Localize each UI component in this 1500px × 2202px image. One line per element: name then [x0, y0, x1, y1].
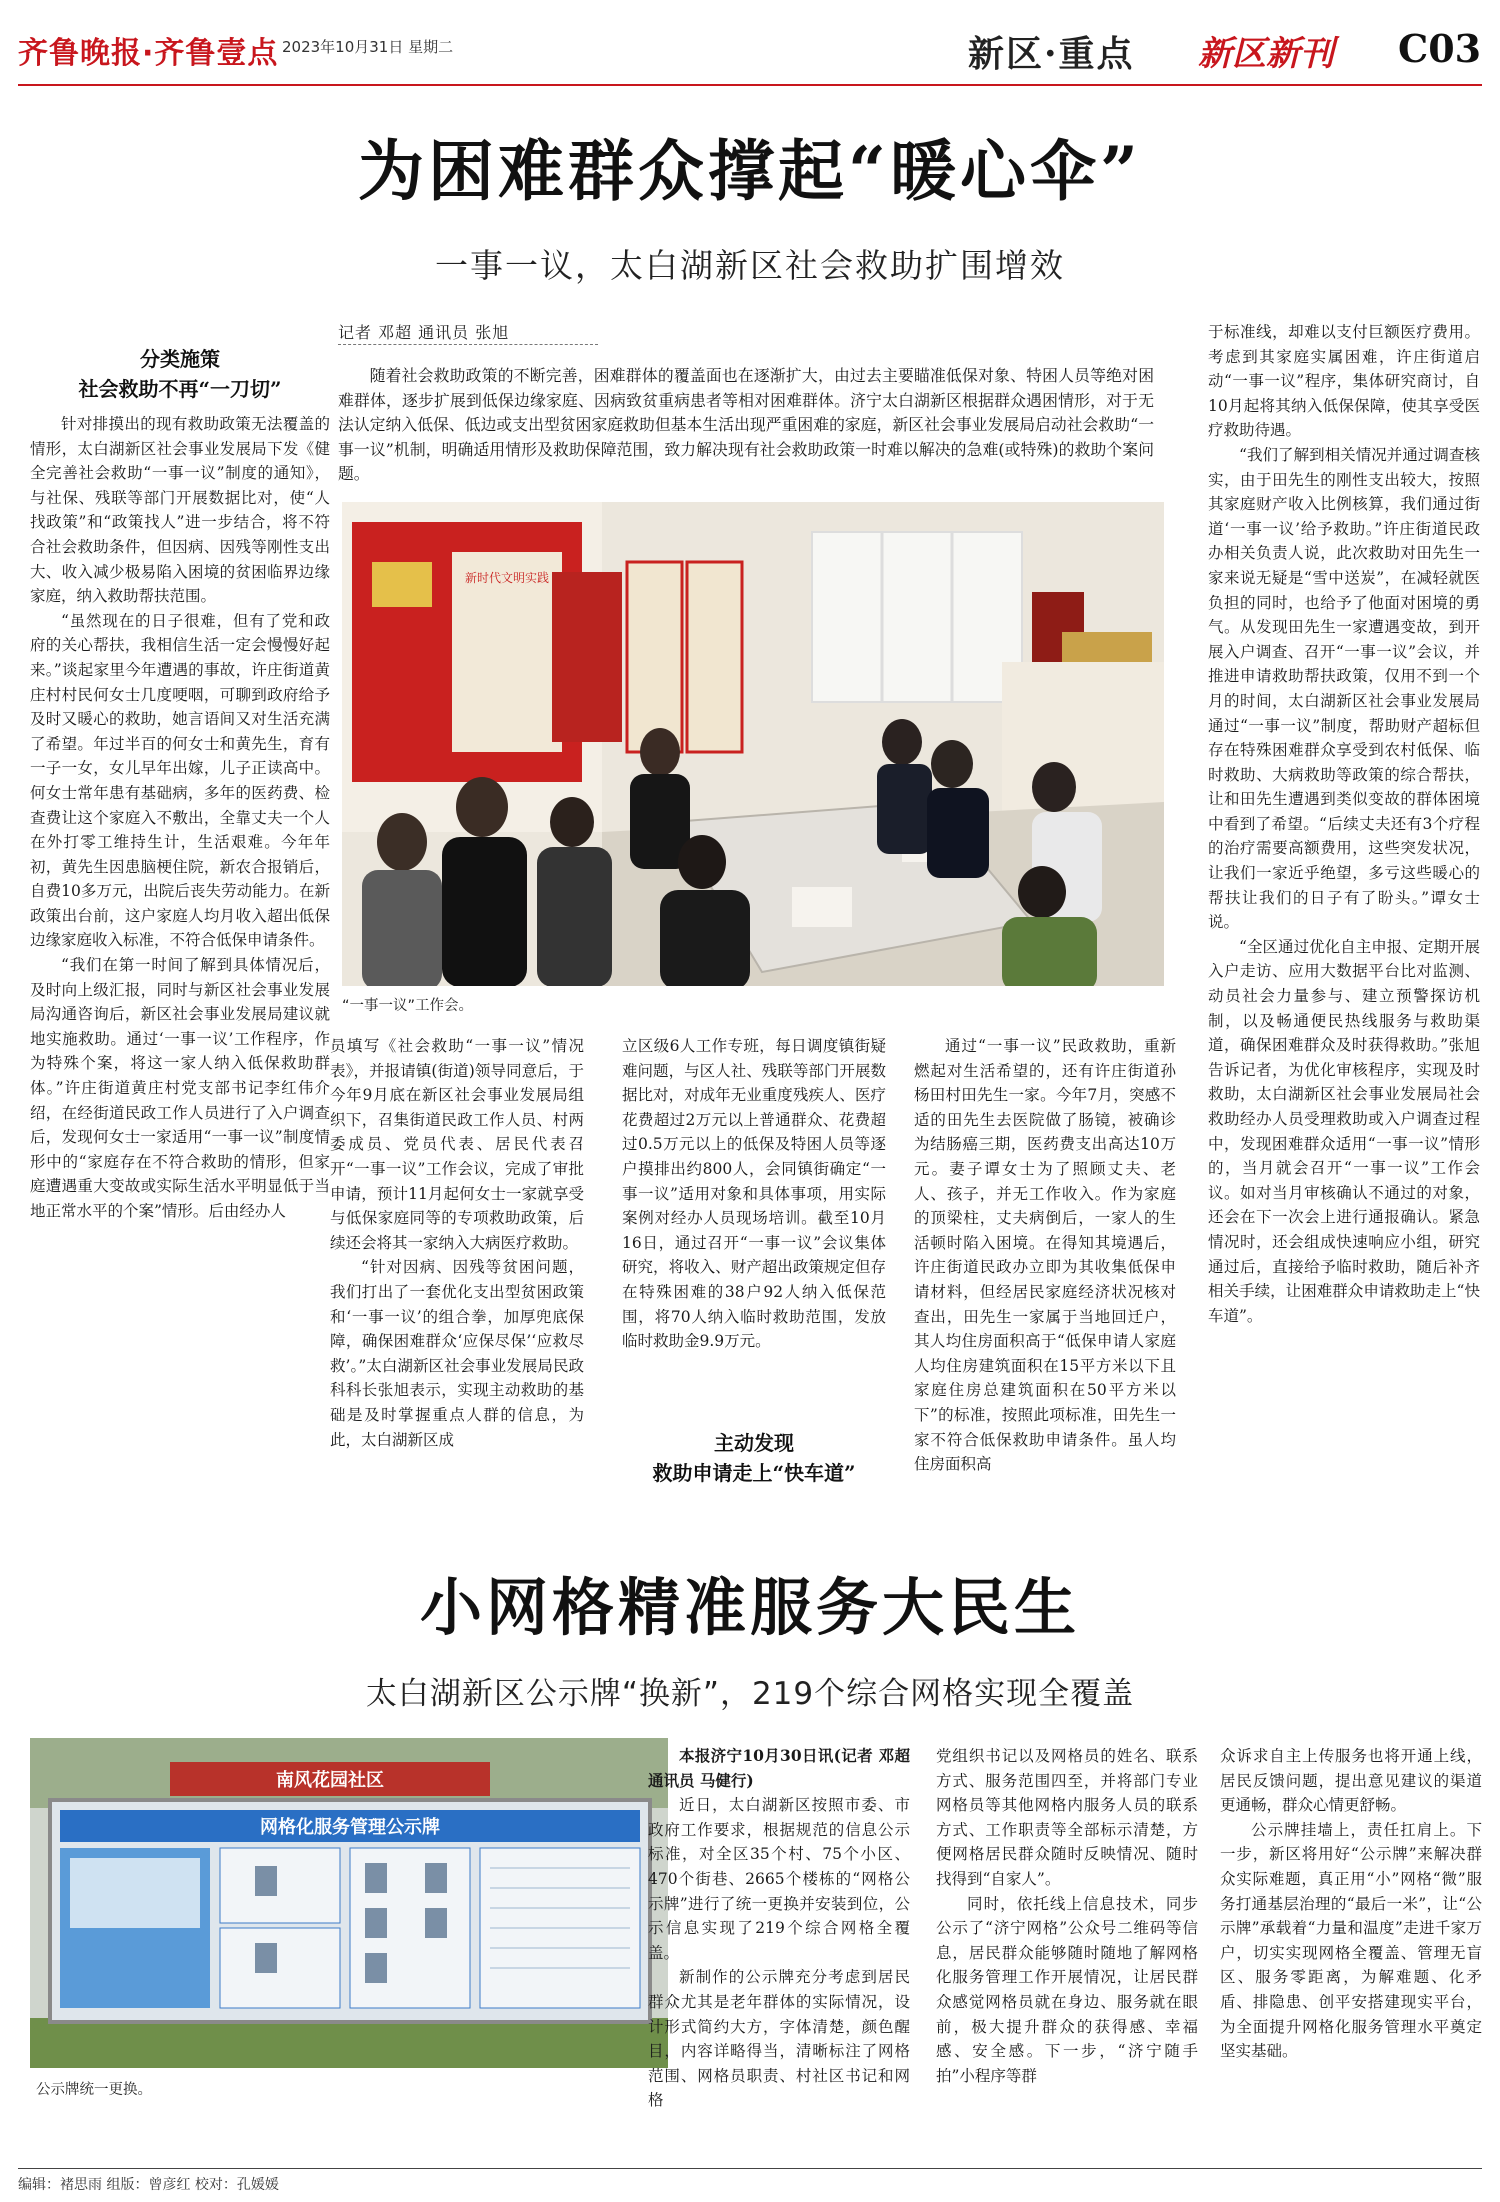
paragraph: 众诉求自主上传服务也将开通上线，居民反馈问题，提出意见建议的渠道更通畅，群众心情更舒畅。 — [1220, 1747, 1482, 1815]
article2-column-3 — [1220, 1744, 1482, 2132]
editor-credits: 编辑：褚思雨 组版：曾彦红 校对：孔媛媛 — [18, 2177, 279, 2193]
article1-subhead-1: 分类施策 社会救助不再“一刀切” — [78, 347, 282, 401]
article1-column-3 — [622, 1034, 886, 1406]
paragraph: 于标准线，却难以支付巨额医疗费用。考虑到其家庭实属困难，许庄街道启动“一事一议”程序，集体研究商讨，自10月起将其纳入低保保障，使其享受医疗救助待遇。 — [1208, 323, 1480, 440]
paragraph: “全区通过优化自主申报、定期开展入户走访、应用大数据平台比对监测、动员社会力量参与、建立预警探访机制，以及畅通便民热线服务与救助渠道，确保困难群众及时获得救助。”张旭告诉记者，为优化审核程序，实现及时救助，太白湖新区社会事业发展局社会救助经办人员受理救助或入户调查过程中，发现困难群众适用“一事一议”情形的，当月就会召开“一事一议”工作会议。如对当月审核确认不通过的对象，还会在下一次会上进行通报确认。紧急情况时，还会组成快速响应小组，研究通过后，直接给予临时救助，随后补齐相关手续，让困难群众申请救助走上“快车道”。 — [1208, 937, 1480, 1325]
article1-byline: 记者 邓超 通讯员 张旭 — [338, 323, 510, 342]
page-number: C03 — [1398, 26, 1482, 71]
meeting-photo-caption: “一事一议”工作会。 — [342, 998, 474, 1014]
article2-headline: 小网格精准服务大民生 — [419, 1571, 1080, 1644]
section-title: 新区·重点 — [968, 33, 1135, 75]
paragraph: 新制作的公示牌充分考虑到居民群众尤其是老年群体的实际情况，设计形式简约大方，字体清楚，颜色醒目，内容详略得当，清晰标注了网格范围、网格员职责、村社区书记和网格 — [648, 1968, 910, 2110]
sign-community-name: 南风花园社区 — [276, 1770, 384, 1791]
notice-board-caption: 公示牌统一更换。 — [36, 2082, 152, 2098]
paragraph: 近日，太白湖新区按照市委、市政府工作要求，根据规范的信息公示标准，对全区35个村、75个小区、470个街巷、2665个楼栋的“网格公示牌”进行了统一更换并安装到位，公示信息实现了219个综合网格全覆盖。 — [648, 1796, 910, 1962]
paragraph: 通过“一事一议”民政救助，重新燃起对生活希望的，还有许庄街道孙杨田村田先生一家。今年7月，突感不适的田先生去医院做了肠镜，被确诊为结肠癌三期，医药费支出高达10万元。妻子谭女士为了照顾丈夫、老人、孩子，并无工作收入。作为家庭的顶梁柱，丈夫病倒后，一家人的生活顿时陷入困境。在得知其境遇后，许庄街道民政办立即为其收集低保申请材料，但经居民家庭经济状况核对查出，田先生一家属于当地回迁户，其人均住房面积高于“低保申请人家庭人均住房建筑面积在15平方米以下且家庭住房总建筑面积在50平方米以下”的标准，按照此项标准，田先生一家不符合低保救助申请条件。虽人均住房面积高 — [914, 1037, 1176, 1474]
paragraph: 公示牌挂墙上，责任扛肩上。下一步，新区将用好“公示牌”来解决群众实际难题，真正用“小”网格“微”服务打通基层治理的“最后一米”，让“公示牌”承载着“力量和温度”走进千家万户，切实实现网格全覆盖、管理无盲区、服务零距离，为解难题、化矛盾、排隐患、创平安搭建现实平台，为全面提升网格化服务管理水平奠定坚实基础。 — [1220, 1820, 1482, 2061]
article1-column-5 — [1208, 320, 1480, 1504]
header-divider — [18, 84, 1482, 86]
paragraph: 立区级6人工作专班，每日调度镇街疑难问题，与区人社、残联等部门开展数据比对，对成年无业重度残疾人、医疗花费超过2万元以上普通群众、花费超过0.5万元以上的低保及特困人员等逐户摸排出约800人，会同镇街确定“一事一议”适用对象和具体事项，用实际案例对经办人员现场培训。截至10月16日，通过召开“一事一议”会议集体研究，将收入、财产超出政策规定但存在特殊困难的38户92人纳入低保范围，将70人纳入临时救助范围，发放临时救助金9.9万元。 — [622, 1037, 886, 1351]
paragraph: “我们了解到相关情况并通过调查核实，由于田先生的刚性支出较大，按照其家庭财产收入比例核算，我们通过街道‘一事一议’给予救助。”许庄街道民政办相关负责人说，此次救助对田先生一家来说无疑是“雪中送炭”，在减轻就医负担的同时，也给予了他面对困境的勇气。从发现田先生一家遭遇变故，到开展入户调查、召开“一事一议”会议，并推进申请救助帮扶政策，仅用不到一个月的时间，太白湖新区社会事业发展局通过“一事一议”制度，帮助财产超标但存在特殊困难群众享受到农村低保、临时救助、大病救助等政策的综合帮扶，让和田先生遭遇到类似变故的群体困境中看到了希望。“后续丈夫还有3个疗程的治疗需要高额费用，这些突发状况，让我们一家近乎绝望，多亏这些暖心的帮扶让我们的日子有了盼头。”谭女士说。 — [1208, 445, 1480, 932]
article1-headline: 为困难群众撑起“暖心伞” — [358, 132, 1142, 210]
footer-divider — [18, 2168, 1482, 2169]
paragraph: “虽然现在的日子很难，但有了党和政府的关心帮扶，我相信生活一定会慢慢好起来。”谈起家里今年遭遇的事故，许庄街道黄庄村村民何女士几度哽咽，可聊到政府给予及时又暖心的救助，她言语间又对生活充满了希望。年过半百的何女士和黄先生，育有一子一女，女儿早年出嫁，儿子正读高中。何女士常年患有基础病，多年的医药费、检查费让这个家庭入不敷出，全靠丈夫一个人在外打零工维持生计，生活艰难。今年年初，黄先生因患脑梗住院，新农合报销后，自费10多万元，出院后丧失劳动能力。在新政策出台前，这户家庭人均月收入超出低保边缘家庭收入标准，不符合低保申请条件。 — [30, 611, 330, 950]
paragraph: “我们在第一时间了解到具体情况后，及时向上级汇报，同时与新区社会事业发展局沟通咨询后，新区社会事业发展局建议就地实施救助。通过‘一事一议’工作程序，作为特殊个案，将这一家人纳入低保救助群体。”许庄街道黄庄村党支部书记李红伟介绍，在经街道民政工作人员进行了入户调查后，发现何女士一家适用“一事一议”制度情形中的“家庭存在不符合救助的情形，但家庭遭遇重大变故或实际生活水平明显低于当地正常水平的个案”情形。后由经办人 — [30, 956, 330, 1220]
article1-lead: 随着社会救助政策的不断完善，困难群体的覆盖面也在逐渐扩大，由过去主要瞄准低保对象、特困人员等绝对困难群体，逐步扩展到低保边缘家庭、因病致贫重病患者等相对困难群体。济宁太白湖新区根据群众遇困情形，对于无法认定纳入低保、低边或支出型贫困家庭救助但基本生活出现严重困难的家庭，新区社会事业发展局启动社会救助“一事一议”机制，明确适用情形及救助保障范围，致力解决现有社会救助政策一时难以解决的急难(或特殊)的救助个案问题。 — [338, 366, 1154, 483]
dateline: 本报济宁10月30日讯(记者 邓超 通讯员 马健行) — [648, 1746, 910, 1790]
meeting-photo-image — [342, 502, 1164, 986]
article1-column-2 — [330, 1034, 584, 1504]
article2-column-2 — [936, 1744, 1198, 2132]
sign-title: 网格化服务管理公示牌 — [260, 1817, 440, 1838]
article1-column-4 — [914, 1034, 1176, 1504]
meeting-photo — [342, 502, 1164, 986]
article2-column-1 — [648, 1744, 910, 2132]
issue-date: 2023年10月31日 星期二 — [282, 38, 454, 56]
notice-board-photo — [30, 1738, 668, 2068]
paragraph: 员填写《社会救助“一事一议”情况表》，并报请镇(街道)领导同意后，于今年9月底在新区社会事业发展局组织下，召集街道民政工作人员、村两委成员、党员代表、居民代表召开“一事一议”工作会议，完成了审批申请，预计11月起何女士一家就享受与低保家庭同等的专项救助政策，后续还会将其一家纳入大病医疗救助。 — [330, 1037, 584, 1252]
article1-column-1 — [30, 412, 330, 1502]
paragraph: 针对排摸出的现有救助政策无法覆盖的情形，太白湖新区社会事业发展局下发《健全完善社会救助“一事一议”制度的通知》，与社保、残联等部门开展数据比对，使“人找政策”和“政策找人”进一步结合，将不符合社会救助条件，但因病、因残等刚性支出大、收入减少极易陷入困境的贫困临界边缘家庭，纳入救助帮扶范围。 — [30, 415, 330, 606]
section-brand: 新区新刊 — [1198, 34, 1334, 74]
notice-board-image — [30, 1738, 668, 2068]
newspaper-logo: 齐鲁晚报·齐鲁壹点 — [18, 36, 279, 71]
paragraph: “针对因病、因残等贫困问题，我们打出了一套优化支出型贫困政策和‘一事一议’的组合拳，加厚兜底保障，确保困难群众‘应保尽保’‘应救尽救’。”太白湖新区社会事业发展局民政科科长张旭表示，实现主动救助的基础是及时掌握重点人群的信息，为此，太白湖新区成 — [330, 1258, 584, 1449]
paragraph: 党组织书记以及网格员的姓名、联系方式、服务范围四至，并将部门专业网格员等其他网格内服务人员的联系方式、工作职责等全部标示清楚，方便网格居民群众随时反映情况、随时找得到“自家人”。 — [936, 1747, 1198, 1888]
article1-deck: 一事一议，太白湖新区社会救助扩围增效 — [435, 246, 1065, 285]
article1-subhead-2: 主动发现 救助申请走上“快车道” — [652, 1431, 856, 1485]
paragraph: 同时，依托线上信息技术，同步公示了“济宁网格”公众号二维码等信息，居民群众能够随时随地了解网格化服务管理工作开展情况，让居民群众感觉网格员就在身边、服务就在眼前，极大提升群众的获得感、幸福感、安全感。下一步，“济宁随手拍”小程序等群 — [936, 1894, 1198, 2085]
article2-deck: 太白湖新区公示牌“换新”，219个综合网格实现全覆盖 — [365, 1676, 1135, 1712]
wall-banner-text: 新时代文明实践 — [464, 571, 550, 585]
byline-rule — [338, 344, 598, 345]
